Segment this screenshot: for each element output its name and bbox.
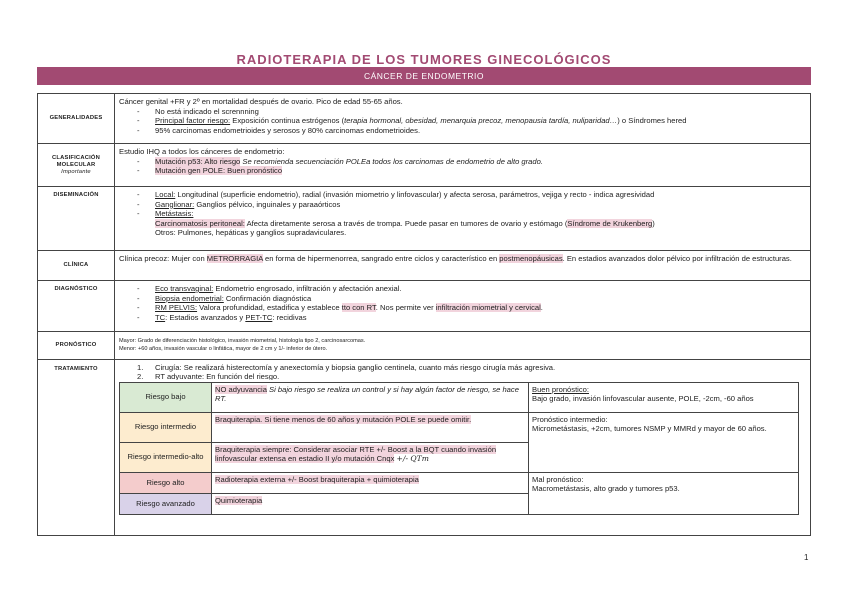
risk-level-avanzado: Riesgo avanzado <box>120 493 212 514</box>
pole-mutation: Mutación gen POLE: Buen pronóstico <box>155 166 283 176</box>
row-tratamiento <box>38 360 811 536</box>
row-clinica <box>38 251 811 281</box>
rm-text-1: Valora profundidad, estadifica y establece <box>197 303 342 313</box>
row-clasificacion <box>38 144 811 187</box>
row-diseminacion <box>38 187 811 251</box>
content-tratamiento <box>115 360 811 536</box>
carcinomatosis-text: Afecta diretamente serosa a través de trompa. Puede pasar en tumores de ovario y estómago ( <box>244 218 568 228</box>
item-2-number: 2. <box>137 372 144 380</box>
rm-text-2: . Nos permite ver <box>375 303 436 313</box>
generalidades-intro: Cáncer genital +FR y 2º en mortalidad después de ovario. Pico de edad 55-65 años. <box>119 97 403 106</box>
label-clinica: CLÍNICA <box>38 251 115 281</box>
prognosis-intermediate <box>529 412 799 472</box>
carcinomatosis-label: Carcinomatosis peritoneal: <box>155 218 245 228</box>
handwritten-qtm-note: +/- QTm <box>396 454 429 464</box>
diseminacion-bullet-1 <box>119 190 806 200</box>
row-generalidades <box>38 94 811 144</box>
braquiterapia-siempre-highlight: Braquiterapia siempre: Considerar asociar RTE +/- Boost a la BQT cuando invasión linfovascular extensa en estadio II y/o mutación Cnqx <box>215 444 497 464</box>
diseminacion-bullet-2 <box>119 200 806 210</box>
risk-row-intermedio <box>120 412 799 442</box>
rm-label: RM PELVIS: <box>155 303 198 313</box>
pronostico-menor: Menor: +60 años, invasión vascular o linfática, mayor de 2 cm y 1/- inferior de útero. <box>119 345 328 352</box>
local-text: Longitudinal (superficie endometrio), radial (invasión miometrio y linfovascular) y afecta serosa, parámetros, vejiga y recto - indica agresividad <box>175 190 655 199</box>
risk-factor-list: terapia hormonal, obesidad, menarquia precoz, menopausia tardía, nuliparidad… <box>344 116 618 126</box>
risk-level-alto: Riesgo alto <box>120 472 212 493</box>
clasificacion-intro: Estudio IHQ a todos los cánceres de endometrio: <box>119 147 285 156</box>
local-label: Local: <box>155 190 176 199</box>
clasificacion-bullet-1 <box>119 157 806 167</box>
label-diseminacion: DISEMINACIÓN <box>38 187 115 251</box>
risk-treatment-avanzado <box>212 493 529 514</box>
risk-treatment-intermedio-alto <box>212 442 529 472</box>
risk-level-intermedio-alto: Riesgo intermedio-alto <box>120 442 212 472</box>
label-clasificacion <box>38 144 115 187</box>
section-banner: CÁNCER DE ENDOMETRIO <box>37 67 811 85</box>
ganglionar-text: Ganglios pélvico, inguinales y paraaórticos <box>194 199 341 209</box>
summary-table <box>37 93 811 536</box>
bajo-note: Si bajo riesgo se realiza un control y si hay algún factor de riesgo, se hace RT. <box>215 384 519 404</box>
quimioterapia-highlight: Quimioterapia <box>215 495 263 505</box>
risk-treatment-alto <box>212 472 529 493</box>
diagnostico-bullet-3 <box>119 303 806 313</box>
infiltracion-highlight: infiltración miometrial y cervical <box>435 303 541 313</box>
risk-factor-text: Exposición continua estrógenos ( <box>230 116 345 126</box>
eco-label: Eco transvaginal: <box>155 284 214 293</box>
rt-externa-highlight: Radioterapia externa +/- Boost braquiterapia + quimioterapia <box>215 474 419 484</box>
content-generalidades <box>115 94 811 144</box>
risk-row-alto <box>120 472 799 493</box>
clasificacion-bullet-2 <box>119 166 806 176</box>
prognosis-good-text: Bajo grado, invasión linfovascular ausente, POLE, -2cm, -60 años <box>532 394 754 404</box>
diagnostico-bullet-1 <box>119 284 806 294</box>
diagnostico-bullet-4 <box>119 313 806 323</box>
generalidades-bullet-1: - No está indicado el scrennning <box>119 107 806 117</box>
tc-text: : Estadios avanzados y <box>165 312 246 322</box>
label-clasificacion-note: Importante <box>61 168 91 175</box>
biopsia-text: Confirmación diagnóstica <box>223 293 312 303</box>
metrorragia-highlight: METRORRAGIA <box>206 254 263 263</box>
label-generalidades: GENERALIDADES <box>38 94 115 144</box>
diseminacion-bullet-3 <box>119 209 806 219</box>
clinica-part-3: . En estadios avanzados dolor pélvico por infiltración de estructuras. <box>562 254 792 263</box>
pet-tc-text: : recidivas <box>272 312 307 322</box>
prognosis-good <box>529 382 799 412</box>
risk-treatment-intermedio <box>212 412 529 442</box>
tc-label: TC <box>155 312 166 322</box>
content-diseminacion <box>115 187 811 251</box>
tto-rt-highlight: tto con RT <box>341 303 376 313</box>
risk-factor-label: Principal factor riesgo: <box>155 116 231 126</box>
rt-adyuvante-text: RT adyuvante: En función del riesgo. <box>155 372 280 380</box>
metastasis-label: Metástasis: <box>155 209 194 219</box>
label-pronostico: PRONÓSTICO <box>38 332 115 360</box>
tratamiento-item-1 <box>119 363 806 373</box>
carcinomatosis-end: ) <box>652 218 655 228</box>
item-1-number: 1. <box>137 363 144 372</box>
prognosis-bad-text: Macrometástasis, alto grado y tumores p53. <box>532 484 680 494</box>
p53-mutation: Mutación p53: Alto riesgo <box>155 156 241 166</box>
diagnostico-bullet-2 <box>119 294 806 304</box>
label-diagnostico: DIAGNÓSTICO <box>38 281 115 332</box>
row-pronostico <box>38 332 811 360</box>
eco-text: Endometrio engrosado, infiltración y afectación anexial. <box>213 284 402 293</box>
metastasis-other: Otros: Pulmones, hepáticas y ganglios supradaviculares. <box>155 228 347 238</box>
ganglionar-label: Ganglionar: <box>155 199 195 209</box>
risk-row-bajo <box>120 382 799 412</box>
prognosis-good-title: Buen pronóstico: <box>532 384 589 394</box>
rm-text-3: . <box>540 303 543 313</box>
biopsia-label: Biopsia endometrial: <box>155 293 224 303</box>
risk-treatment-bajo <box>212 382 529 412</box>
clinica-part-1: Clínica precoz: Mujer con <box>119 254 207 263</box>
cirugia-text: Cirugía: Se realizará histerectomía y anexectomía y biopsia ganglio centinela, cuanto más riesgo cirugía más agresiva. <box>155 363 556 372</box>
prognosis-bad-title: Mal pronóstico: <box>532 474 584 484</box>
pet-tc-label: PET-TC <box>245 312 273 322</box>
prognosis-intermediate-title: Pronóstico intermedio: <box>532 414 608 424</box>
risk-level-bajo: Riesgo bajo <box>120 382 212 412</box>
risk-level-intermedio: Riesgo intermedio <box>120 412 212 442</box>
content-pronostico <box>115 332 811 360</box>
label-clasificacion-line1: CLASIFICACIÓN <box>51 154 100 161</box>
generalidades-bullet-2 <box>119 116 806 126</box>
content-clinica <box>115 251 811 281</box>
carcinomatosis-line <box>119 219 806 229</box>
clinica-text <box>119 254 806 264</box>
krukenberg-syndrome: Síndrome de Krukenberg <box>567 218 653 228</box>
row-diagnostico <box>38 281 811 332</box>
risk-table <box>119 382 799 515</box>
p53-recommendation: Se recomienda secuenciación POLEa todos los carcinomas de endometrio de alto grado. <box>240 156 543 166</box>
braquiterapia-highlight: Braquiterapia. Si tiene menos de 60 años y mutación POLE se puede omitir. <box>215 414 472 424</box>
label-clasificacion-line2: MOLECULAR <box>56 161 96 168</box>
label-tratamiento: TRATAMIENTO <box>38 360 115 536</box>
no-adyuvancia-highlight: NO adyuvancia <box>215 384 267 394</box>
clinica-part-2: en forma de hipermenorrea, sangrado entre ciclos y característico en <box>262 254 500 263</box>
postmenopausicas-highlight: postmenopáusicas <box>499 254 563 263</box>
prognosis-intermediate-text: Micrometástasis, +2cm, tumores NSMP y MMRd y mayor de 60 años. <box>532 424 767 434</box>
generalidades-bullet-3: - 95% carcinomas endometrioides y serosos y 80% carcinomas endometrioides. <box>119 126 806 136</box>
page-number: 1 <box>804 553 809 562</box>
content-clasificacion <box>115 144 811 187</box>
content-diagnostico <box>115 281 811 332</box>
risk-factor-end: ) o Síndromes hered <box>617 116 687 126</box>
prognosis-bad <box>529 472 799 514</box>
document-title: RADIOTERAPIA DE LOS TUMORES GINECOLÓGICOS <box>236 52 612 67</box>
tratamiento-item-2 <box>119 373 806 380</box>
pronostico-mayor: Mayor: Grado de diferenciación histológico, invasión miometrial, histología tipo 2, carcinosarcomas. <box>119 338 366 345</box>
